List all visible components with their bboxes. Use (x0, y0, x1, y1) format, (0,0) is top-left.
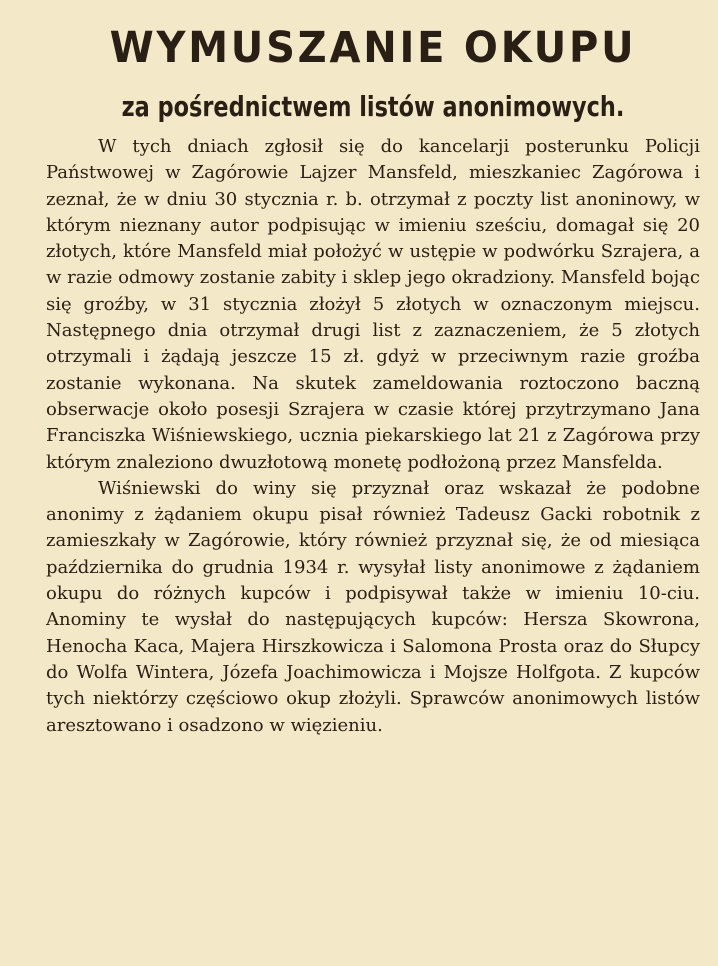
article-title: WYMUSZANIE OKUPU (109, 23, 637, 73)
article-subtitle: za pośrednictwem listów anonimowych. (121, 90, 625, 123)
article-paragraph-1: W tych dniach zgłosił się do kancelarji posterunku Policji Państwowej w Zagórowie Lajzer Mansfeld, mieszkaniec Zagórowa i zeznał, że w dniu 30 stycznia r. b. otrzymał z poczty list anoninowy, w którym nieznany autor podpisując w imieniu sześciu, domagał się 20 złotych, które Mansfeld miał położyć w ustępie w podwórku Szrajera, a w razie odmowy zostanie zabity i sklep jego okradziony. Mansfeld bojąc się groźby, w 31 stycznia złożył 5 złotych w oznaczonym miejscu. Następnego dnia otrzymał drugi list z zaznaczeniem, że 5 złotych otrzymali i żądają jeszcze 15 zł. gdyż w przeciwnym razie groźba zostanie wykonana. Na skutek zameldowania roztoczono baczną obserwacje około posesji Szrajera w czasie której przytrzymano Jana Franciszka Wiśniewskiego, ucznia piekarskiego lat 21 z Zagórowa przy którym znaleziono dwuzłotową monetę podłożoną przez Mansfelda. (46, 136, 700, 473)
article-body (46, 134, 700, 739)
article-paragraph-2: Wiśniewski do winy się przyznał oraz wskazał że podobne anonimy z żądaniem okupu pisał również Tadeusz Gacki robotnik z zamieszkały w Zagórowie, który również przyznał się, że od miesiąca października do grudnia 1934 r. wysyłał listy anonimowe z żądaniem okupu do różnych kupców i podpisywał także w imieniu 10-ciu. Anominy te wysłał do następujących kupców: Hersza Skowrona, Henocha Kaca, Majera Hirszkowicza i Salomona Prosta oraz do Słupcy do Wolfa Wintera, Józefa Joachimowicza i Mojsze Holfgota. Z kupców tych niektórzy częściowo okup złożyli. Sprawców anonimowych listów aresztowano i osadzono w więzieniu. (46, 477, 700, 736)
